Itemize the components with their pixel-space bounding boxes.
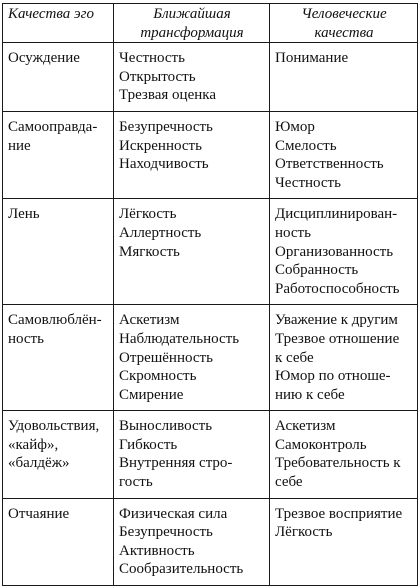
cell-line: Выносливость bbox=[119, 418, 213, 435]
cell-line: ние bbox=[8, 137, 31, 154]
cell-line: Трезвое восприятие bbox=[275, 505, 403, 522]
cell-line: Находчивость bbox=[119, 156, 209, 173]
transformation-cell bbox=[114, 498, 270, 585]
ego-quality-cell bbox=[3, 43, 114, 112]
header-line: Качества эго bbox=[8, 6, 94, 22]
cell-line: Лёгкость bbox=[275, 524, 333, 541]
cell-line: ность bbox=[8, 330, 44, 347]
cell-line: Трезвая оценка bbox=[119, 87, 216, 104]
cell-line: Собранность bbox=[275, 262, 359, 279]
cell-line: Мягкость bbox=[119, 243, 180, 260]
cell-line: Аскетизм bbox=[119, 312, 180, 329]
header-human-qualities bbox=[270, 4, 418, 43]
transformation-cell bbox=[114, 305, 270, 411]
cell-line: Лень bbox=[8, 206, 40, 223]
cell-line: Честность bbox=[119, 50, 185, 67]
human-quality-cell bbox=[270, 411, 418, 498]
cell-line: Самооправда- bbox=[8, 118, 98, 135]
ego-quality-cell bbox=[3, 411, 114, 498]
transformation-cell bbox=[114, 411, 270, 498]
transformation-cell bbox=[114, 199, 270, 305]
cell-line: нию к себе bbox=[275, 386, 345, 403]
cell-line: Отчаяние bbox=[8, 505, 70, 522]
transformation-cell bbox=[114, 43, 270, 112]
cell-line: Открытость bbox=[119, 68, 196, 85]
cell-line: Честность bbox=[275, 174, 341, 191]
cell-line: «балдёж» bbox=[8, 455, 70, 472]
ego-quality-cell bbox=[3, 199, 114, 305]
header-row bbox=[3, 4, 418, 43]
cell-line: Самовлюблён- bbox=[8, 312, 102, 329]
human-quality-cell bbox=[270, 305, 418, 411]
cell-line: Ответственность bbox=[275, 156, 384, 173]
table-row bbox=[3, 305, 418, 411]
table-row bbox=[3, 498, 418, 585]
cell-line: Безупречность bbox=[119, 118, 213, 135]
cell-line: Отрешённость bbox=[119, 349, 213, 366]
cell-line: Физическая сила bbox=[119, 505, 228, 522]
header-nearest-transformation bbox=[114, 4, 270, 43]
ego-qualities-table bbox=[2, 3, 418, 586]
cell-line: гость bbox=[119, 474, 153, 491]
human-quality-cell bbox=[270, 43, 418, 112]
cell-line: Гибкость bbox=[119, 436, 178, 453]
cell-line: Искренность bbox=[119, 137, 202, 154]
cell-line: Сообразительность bbox=[119, 561, 244, 578]
table-row bbox=[3, 411, 418, 498]
cell-line: Лёгкость bbox=[119, 206, 177, 223]
cell-line: Организованность bbox=[275, 243, 394, 260]
human-quality-cell bbox=[270, 199, 418, 305]
human-quality-cell bbox=[270, 111, 418, 198]
header-line: трансформация bbox=[140, 24, 244, 41]
cell-line: ность bbox=[275, 224, 311, 241]
ego-quality-cell bbox=[3, 305, 114, 411]
cell-line: Внутренняя стро- bbox=[119, 455, 233, 472]
header-line: Человеческие bbox=[301, 6, 387, 22]
cell-line: Активность bbox=[119, 542, 195, 559]
header-ego-qualities bbox=[3, 4, 114, 43]
ego-quality-cell bbox=[3, 111, 114, 198]
cell-line: Смелость bbox=[275, 137, 337, 154]
cell-line: Осуждение bbox=[8, 50, 80, 67]
human-quality-cell bbox=[270, 498, 418, 585]
cell-line: Дисциплинирован- bbox=[275, 206, 398, 223]
cell-line: Работоспособность bbox=[275, 280, 400, 297]
cell-line: Наблюдательность bbox=[119, 330, 240, 347]
transformation-cell bbox=[114, 111, 270, 198]
header-line: качества bbox=[314, 24, 374, 41]
table-row bbox=[3, 199, 418, 305]
cell-line: Уважение к другим bbox=[275, 312, 398, 329]
cell-line: «кайф», bbox=[8, 436, 59, 453]
cell-line: Безупречность bbox=[119, 524, 213, 541]
cell-line: Удовольствия, bbox=[8, 418, 100, 435]
ego-quality-cell bbox=[3, 498, 114, 585]
cell-line: себе bbox=[275, 474, 303, 491]
cell-line: Самоконтроль bbox=[275, 436, 367, 453]
cell-line: Понимание bbox=[275, 50, 349, 67]
header-line: Ближайшая bbox=[153, 6, 231, 22]
cell-line: Скромность bbox=[119, 368, 197, 385]
cell-line: Трезвое отношение bbox=[275, 330, 400, 347]
cell-line: к себе bbox=[275, 349, 314, 366]
table-row bbox=[3, 111, 418, 198]
cell-line: Требовательность к bbox=[275, 455, 401, 472]
table-row bbox=[3, 43, 418, 112]
cell-line: Аллертность bbox=[119, 224, 202, 241]
cell-line: Юмор bbox=[275, 118, 315, 135]
cell-line: Смирение bbox=[119, 386, 184, 403]
cell-line: Аскетизм bbox=[275, 418, 336, 435]
cell-line: Юмор по отноше- bbox=[275, 368, 391, 385]
